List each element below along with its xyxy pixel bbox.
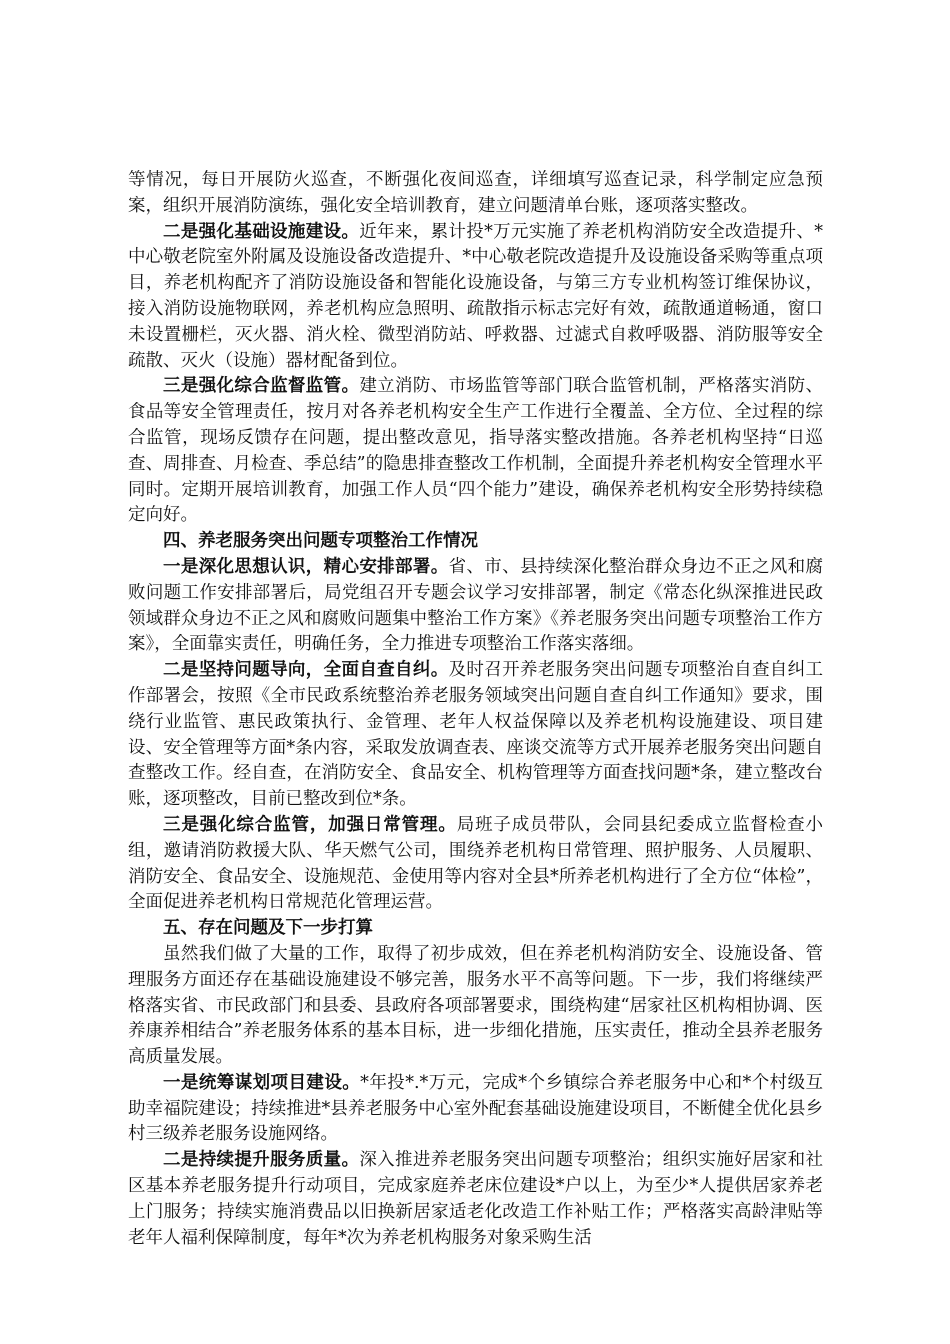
paragraph-lead: 三是强化综合监管，加强日常管理。 [163,814,457,835]
paragraph-lead: 一是统筹谋划项目建设。 [163,1072,361,1093]
paragraph-text: *年投*.*万元，完成*个乡镇综合养老服务中心和*个村级互助幸福院建设；持续推进*县养老服务中心室外配套基础设施建设项目，不断健全优化县乡村三级养老服务设施网络。 [128,1072,824,1145]
paragraph-awareness [128,555,823,658]
paragraph-text: 近年来，累计投*万元实施了养老机构消防安全改造提升、*中心敬老院室外附属及设施设备改造提升、*中心敬老院改造提升及设施设备采购等重点项目，养老机构配齐了消防设施设备和智能化设施设备，与第三方专业机构签订维保协议，接入消防设施物联网，养老机构应急照明、疏散指示标志完好有效，疏散通道畅通，窗口未设置栅栏，灭火器、消火栓、微型消防站、呼救器、过滤式自救呼吸器、消防服等安全疏散、灭火（设施）器材配备到位。 [128,221,824,371]
paragraph-daily-management [128,813,823,916]
paragraph-text: 局班子成员带队，会同县纪委成立监督检查小组，邀请消防救援大队、华天燃气公司，围绕养老机构日常管理、照护服务、人员履职、消防安全、食品安全、设施规范、金使用等内容对全县*所养老机构进行了全方位“体检”，全面促进养老机构日常规范化管理运营。 [128,814,824,913]
paragraph-supervision [128,374,823,529]
section-heading-4: 四、养老服务突出问题专项整治工作情况 [163,531,478,552]
paragraph-project-planning [128,1071,823,1148]
paragraph-lead: 二是强化基础设施建设。 [163,221,360,242]
document-body [128,168,823,1251]
paragraph-lead: 二是坚持问题导向，全面自查自纠。 [163,660,449,681]
paragraph-text: 省、市、县持续深化整治群众身边不正之风和腐败问题工作安排部署后，局党组召开专题会议学习安排部署，制定《常态化纵深推进民政领域群众身边不正之风和腐败问题集中整治工作方案》《养老服务突出问题专项整治工作方案》，全面靠实责任，明确任务，全力推进专项整治工作落实落细。 [128,556,824,655]
paragraph-continuation [128,168,823,220]
paragraph-text: 建立消防、市场监管等部门联合监管机制，严格落实消防、食品等安全管理责任，按月对各养老机构安全生产工作进行全覆盖、全方位、全过程的综合监管，现场反馈存在问题，提出整改意见，指导落实整改措施。各养老机构坚持“日巡查、周排查、月检查、季总结”的隐患排查整改工作机制，全面提升养老机构安全管理水平同时。定期开展培训教育，加强工作人员“四个能力”建设，确保养老机构安全形势持续稳定向好。 [128,376,824,526]
paragraph-lead: 二是持续提升服务质量。 [163,1150,360,1171]
paragraph-text: 等情况，每日开展防火巡查，不断强化夜间巡查，详细填写巡查记录，科学制定应急预案，组织开展消防演练，强化安全培训教育，建立问题清单台账，逐项落实整改。 [128,170,823,216]
paragraph-text: 深入推进养老服务突出问题专项整治；组织实施好居家和社区基本养老服务提升行动项目，完成家庭养老床位建设*户以上，为至少*人提供居家养老上门服务；持续实施消费品以旧换新居家适老化改造工作补贴工作；严格落实高龄津贴等老年人福利保障制度，每年*次为养老机构服务对象采购生活 [128,1150,824,1248]
paragraph-infrastructure [128,220,823,375]
paragraph-self-inspection [128,658,823,813]
section-heading-5: 五、存在问题及下一步打算 [163,918,373,939]
paragraph-service-quality [128,1148,823,1251]
paragraph-problems [128,942,823,1071]
paragraph-lead: 三是强化综合监督监管。 [163,376,360,397]
paragraph-text: 及时召开养老服务突出问题专项整治自查自纠工作部署会，按照《全市民政系统整治养老服务领域突出问题自查自纠工作通知》要求，围绕行业监管、惠民政策执行、金管理、老年人权益保障以及养老机构设施建设、项目建设、安全管理等方面*条内容，采取发放调查表、座谈交流等方式开展养老服务突出问题自查整改工作。经自查，在消防安全、食品安全、机构管理等方面查找问题*条，建立整改台账，逐项整改，目前已整改到位*条。 [128,660,824,810]
paragraph-lead: 一是深化思想认识，精心安排部署。 [163,556,449,577]
paragraph-text: 虽然我们做了大量的工作，取得了初步成效，但在养老机构消防安全、设施设备、管理服务方面还存在基础设施建设不够完善，服务水平不高等问题。下一步，我们将继续严格落实省、市民政部门和县委、县政府各项部署要求，围绕构建“居家社区机构相协调、医养康养相结合”养老服务体系的基本目标，进一步细化措施，压实责任，推动全县养老服务高质量发展。 [128,943,823,1068]
